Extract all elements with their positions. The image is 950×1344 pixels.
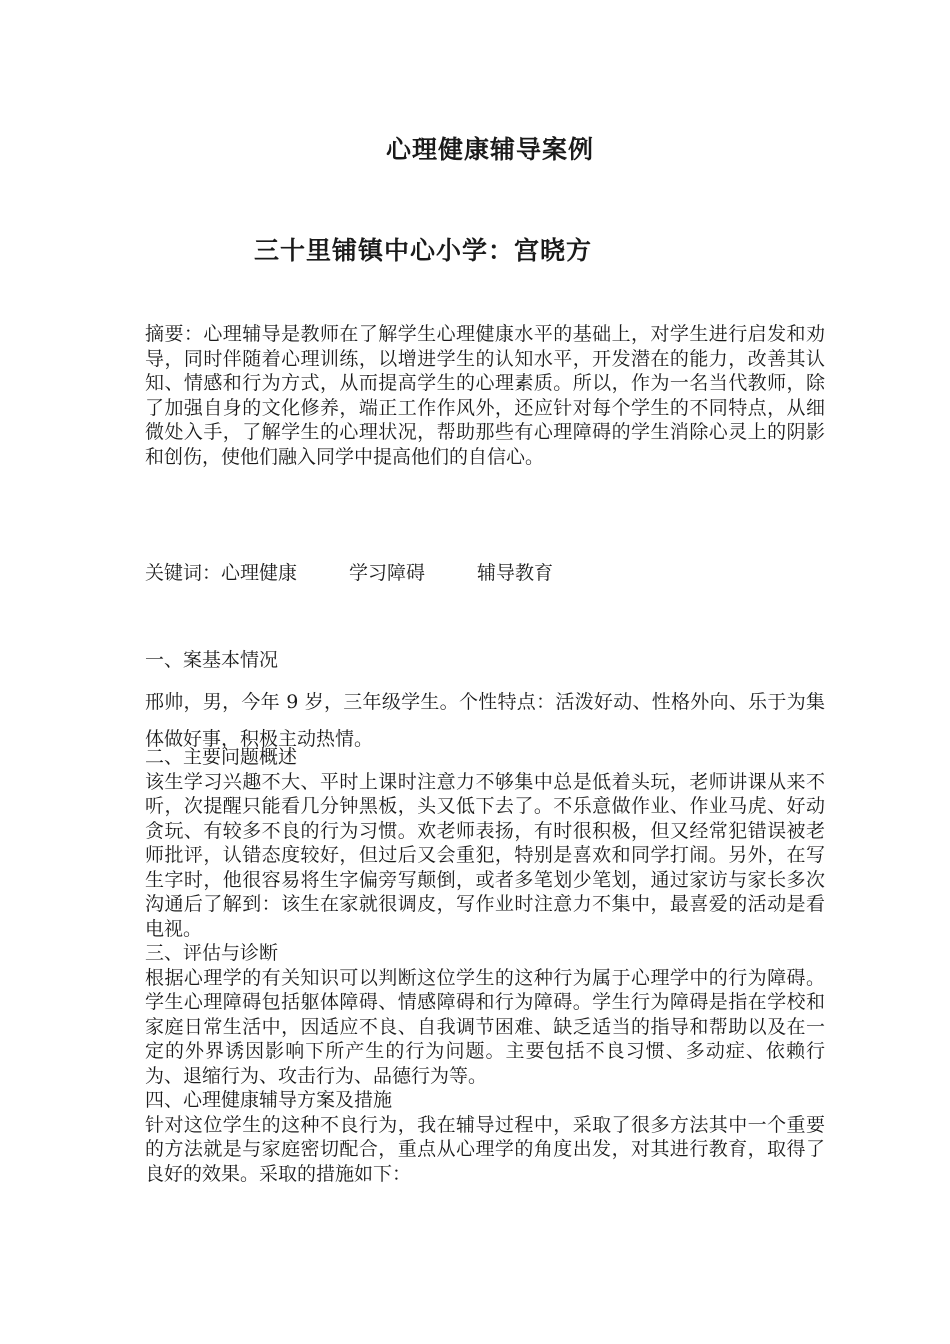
section-3-heading: 三、评估与诊断 bbox=[145, 942, 279, 964]
section-1-heading: 一、案基本情况 bbox=[145, 649, 279, 671]
section-1-body: 邢帅，男，今年 9 岁，三年级学生。个性特点：活泼好动、性格外向、乐于为集体做好事，积极主动热情。 bbox=[145, 691, 825, 750]
author-line: 三十里铺镇中心小学：宫晓方 bbox=[254, 236, 593, 265]
section-2-body: 该生学习兴趣不大、平时上课时注意力不够集中总是低着头玩，老师讲课从来不听，次提醒只能看几分钟黑板，头又低下去了。不乐意做作业、作业马虎、好动贪玩、有较多不良的行为习惯。欢老师表扬，有时很积极，但又经常犯错误被老师批评，认错态度较好，但过后又会重犯，特别是喜欢和同学打闹。另外，在写生字时，他很容易将生字偏旁写颠倒，或者多笔划少笔划，通过家访与家长多次沟通后了解到：该生在家就很调皮，写作业时注意力不集中，最喜爱的活动是看电视。 bbox=[145, 770, 825, 940]
keywords-line bbox=[145, 561, 553, 585]
keyword-label-first: 关键词：心理健康 bbox=[145, 562, 298, 584]
sections-flow bbox=[145, 745, 825, 1186]
section-2-heading: 二、主要问题概述 bbox=[145, 746, 298, 768]
section-3-body: 根据心理学的有关知识可以判断这位学生的这种行为属于心理学中的行为障碍。学生心理障碍包括躯体障碍、情感障碍和行为障碍。学生行为障碍是指在学校和家庭日常生活中，因适应不良、自我调节困难、缺乏适当的指导和帮助以及在一定的外界诱因影响下所产生的行为问题。主要包括不良习惯、多动症、依赖行为、退缩行为、攻击行为、品德行为等。 bbox=[145, 966, 825, 1087]
section-4-heading: 四、心理健康辅导方案及措施 bbox=[145, 1089, 393, 1111]
section-4-body: 针对这位学生的这种不良行为，我在辅导过程中，采取了很多方法其中一个重要的方法就是与家庭密切配合，重点从心理学的角度出发，对其进行教育，取得了良好的效果。采取的措施如下： bbox=[145, 1113, 825, 1185]
document-title: 心理健康辅导案例 bbox=[385, 135, 594, 164]
abstract-paragraph: 摘要：心理辅导是教师在了解学生心理健康水平的基础上，对学生进行启发和劝导，同时伴随着心理训练，以增进学生的认知水平，开发潜在的能力，改善其认知、情感和行为方式，从而提高学生的心理素质。所以，作为一名当代教师，除了加强自身的文化修养，端正工作作风外，还应针对每个学生的不同特点，从细微处入手，了解学生的心理状况，帮助那些有心理障碍的学生消除心灵上的阴影和创伤，使他们融入同学中提高他们的自信心。 bbox=[145, 323, 825, 468]
keyword-second: 学习障碍 bbox=[349, 562, 426, 584]
keyword-third: 辅导教育 bbox=[477, 562, 554, 584]
